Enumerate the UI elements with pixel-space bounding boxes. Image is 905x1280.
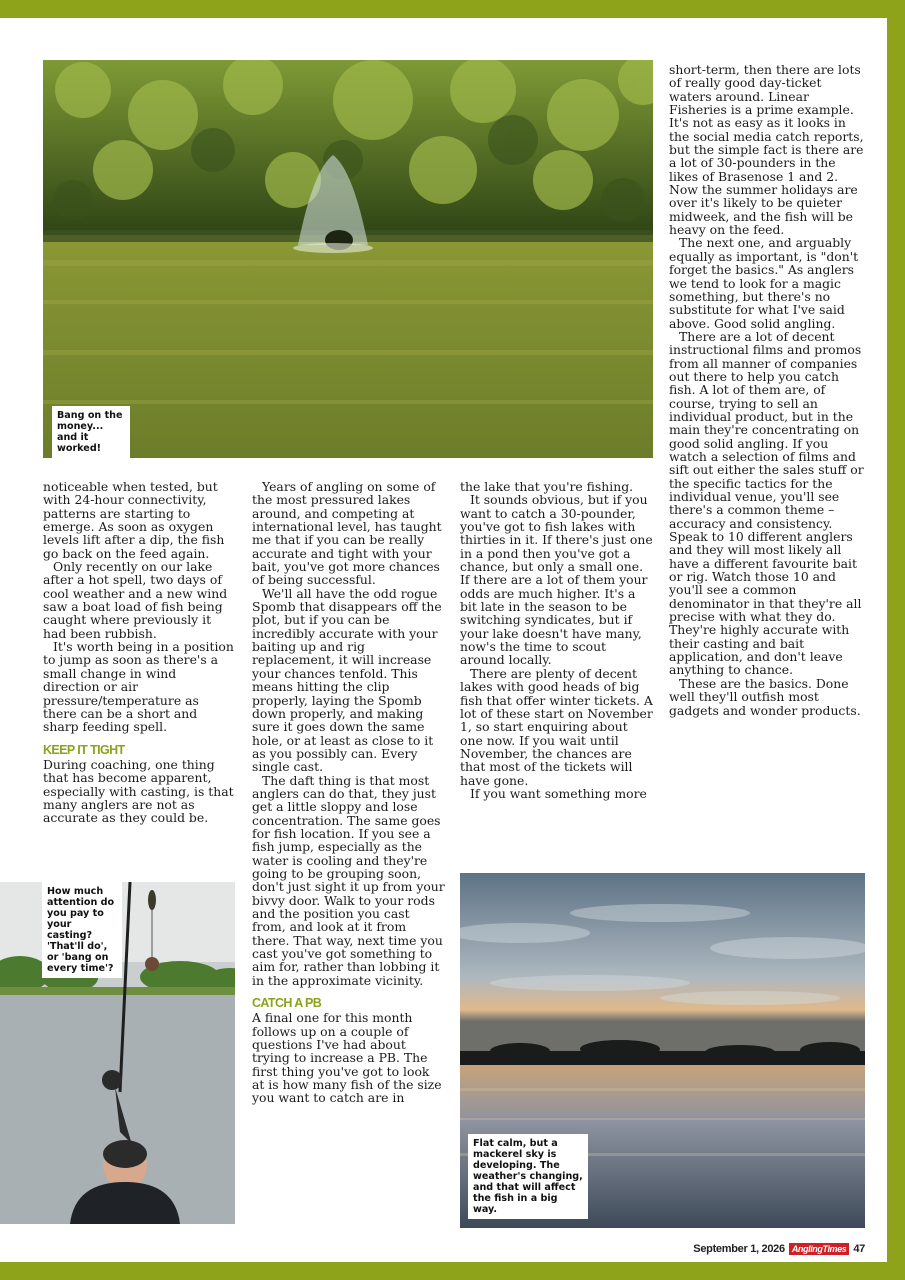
column-4 xyxy=(669,63,866,717)
right-photo-caption: Flat calm, but a mackerel sky is developing. The weather's changing, and that will affect the fish in a big way. xyxy=(468,1134,588,1219)
col1-paragraph-2: Only recently on our lake after a hot spell, two days of cool weather and a new wind saw a boat load of fish being caught where previously it had been rubbish. xyxy=(43,559,228,641)
col1-paragraph-1: noticeable when tested, but with 24-hour connectivity, patterns are starting to emerge. As soon as oxygen levels lift after a dip, the fish go back on the feed again. xyxy=(43,479,225,561)
col4-paragraph-2: The next one, and arguably equally as important, is "don't forget the basics." As anglers we tend to look for a magic something, but there's no substitute for what I've said above. Good solid angling. xyxy=(669,235,859,331)
col3-paragraph-3: There are plenty of decent lakes with good heads of big fish that offer winter tickets. A lot of these start on November 1, so start enquiring about one now. If you wait until November, the chances are that most of the tickets will have gone. xyxy=(460,665,653,788)
fish-jump-photo xyxy=(43,60,653,458)
col1-paragraph-3: It's worth being in a position to jump as soon as there's a small change in wind direction or air pressure/temperature as there can be a short and sharp feeding spell. xyxy=(43,639,234,735)
magazine-page xyxy=(0,18,887,1262)
col3-paragraph-2: It sounds obvious, but if you want to catch a 30-pounder, you've got to fish lakes with thirties in it. If there's just one in a pond then you've got a chance, but only a small one. If there are a lot of them your odds are much higher. It's a bit late in the season to be switching syndicates, but if your lake doesn't have many, now's the time to scout around locally. xyxy=(460,492,653,668)
col4-paragraph-1: short-term, then there are lots of really good day-ticket waters around. Linear Fisheries is a prime example. It's not as easy as it looks in the social media catch reports, but the simple fact is there are a lot of 30-pounders in the likes of Brasenose 1 and 2. Now the summer holidays are over it's likely to be quieter midweek, and the fish will be heavy on the feed. xyxy=(669,62,864,238)
section-heading-keep-it-tight: KEEP IT TIGHT xyxy=(43,742,125,757)
page-number: 47 xyxy=(853,1243,865,1255)
col2-paragraph-3: The daft thing is that most anglers can do that, they just get a little sloppy and lose concentration. The same goes for fish location. If you see a fish jump, especially as the water is cooling and they're going to be grouping soon, don't just sight it up from your bivvy door. Walk to your rods and the position you cast from, and look at it from there. That way, next time you cast you've got something to aim for, rather than lobbing it in the approximate vicinity. xyxy=(252,772,445,988)
lake-reeds-image xyxy=(43,60,653,458)
col2-paragraph-4: A final one for this month follows up on a couple of questions I've had about trying to increase a PB. The first thing you've got to look at is how many fish of the size you want to catch are in xyxy=(252,1010,442,1106)
section-heading-catch-a-pb: CATCH A PB xyxy=(252,996,322,1011)
col4-paragraph-3: There are a lot of decent instructional films and promos from all manner of companies out there to help you catch fish. A lot of them are, of course, trying to sell an individual product, but in the main they're concentrating on good solid angling. If you watch a selection of films and sift out either the sales stuff or the specific tactics for the individual venue, you'll see there's a common theme – accuracy and consistency. Speak to 10 different anglers and they will most likely all have a different favourite bait or rig. Watch those 10 and you'll see a common denominator in that they're all precise with what they do. They're highly accurate with their casting and bait application, and don't leave anything to chance. xyxy=(669,328,864,678)
column-2 xyxy=(252,480,445,1105)
left-photo-caption: How much attention do you pay to your casting? 'That'll do', or 'bang on every time'? xyxy=(42,882,122,978)
col1-paragraph-4: During coaching, one thing that has become apparent, especially with casting, is that many anglers are not as accurate as they could be. xyxy=(43,756,234,826)
top-photo-caption: Bang on the money... and it worked! xyxy=(52,406,130,458)
angling-times-logo: AnglingTimes xyxy=(789,1243,850,1255)
issue-date: September 1, 2026 xyxy=(693,1243,785,1255)
column-1 xyxy=(43,480,236,825)
page-footer xyxy=(693,1243,865,1255)
col3-paragraph-1: the lake that you're fishing. xyxy=(460,479,634,494)
col3-paragraph-4: If you want something more xyxy=(470,785,647,801)
column-3 xyxy=(460,480,653,800)
col2-paragraph-2: We'll all have the odd rogue Spomb that disappears off the plot, but if you can be incredibly accurate with your baiting up and rig replacement, it will increase your chances tenfold. This means hitting the clip properly, laying the Spomb down properly, and making sure it goes down the same hole, or at least as close to it as you possibly can. Every single cast. xyxy=(252,585,442,775)
col4-paragraph-4: These are the basics. Done well they'll outfish most gadgets and wonder products. xyxy=(669,675,861,718)
col2-paragraph-1: Years of angling on some of the most pressured lakes around, and competing at international level, has taught me that if you can be really accurate and tight with your bait, you've got more chances of being successful. xyxy=(252,479,442,588)
